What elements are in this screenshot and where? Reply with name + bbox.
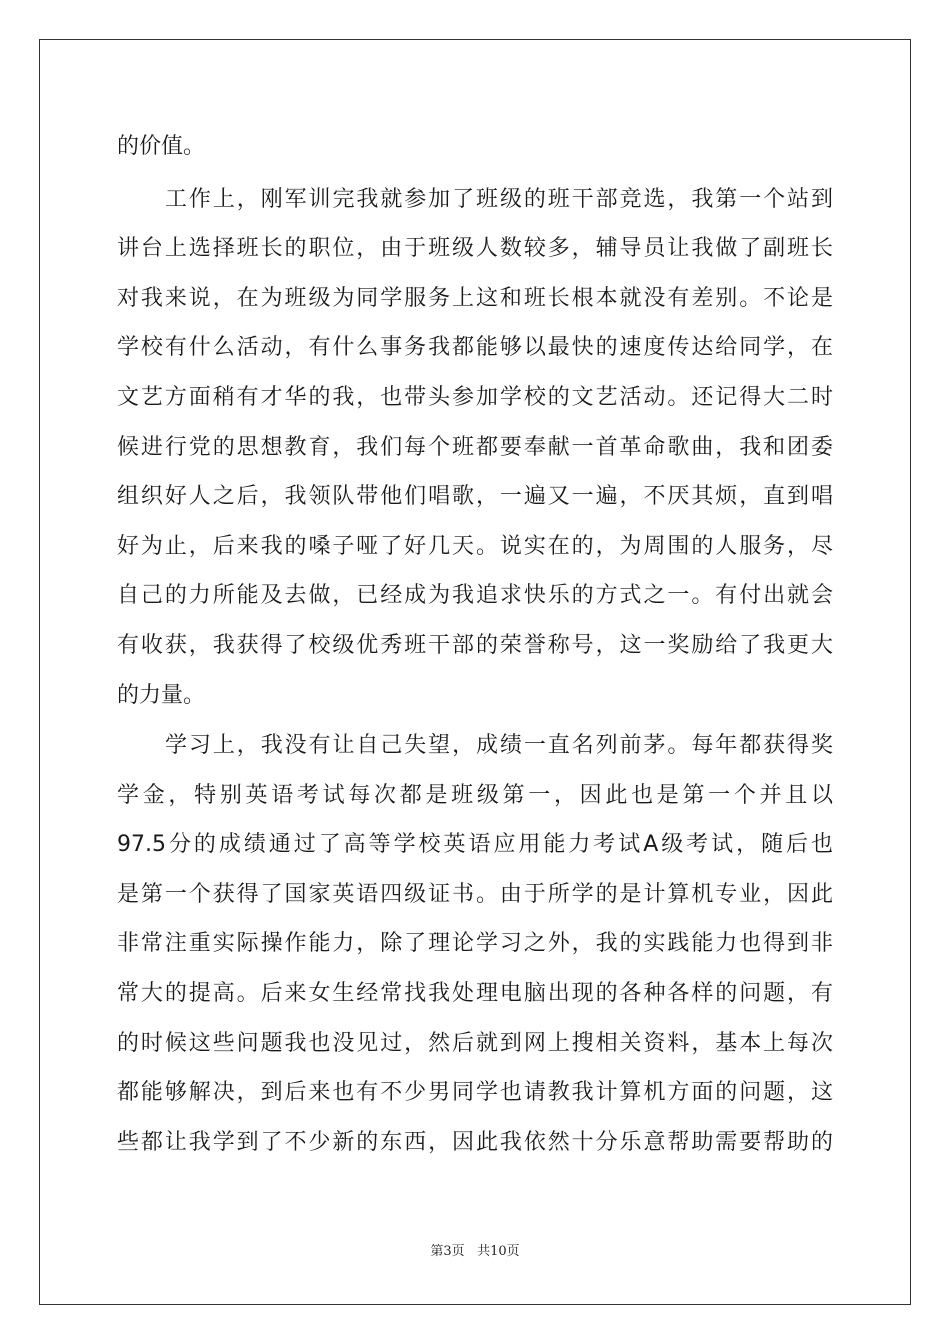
text-line: 讲台上选择班长的职位，由于班级人数较多，辅导员让我做了副班长: [117, 236, 833, 261]
text-line: 学习上，我没有让自己失望，成绩一直名列前茅。每年都获得奖: [165, 733, 833, 758]
text-line: 学校有什么活动，有什么事务我都能够以最快的速度传达给同学，在: [117, 335, 833, 360]
text-line: 组织好人之后，我领队带他们唱歌，一遍又一遍，不厌其烦，直到唱: [117, 484, 833, 509]
text-line: 工作上，刚军训完我就参加了班级的班干部竞选，我第一个站到: [165, 187, 833, 212]
text-line: 好为止，后来我的嗓子哑了好几天。说实在的，为周围的人服务，尽: [117, 534, 833, 559]
text-line: 的价值。: [117, 134, 206, 159]
text-line: 有收获，我获得了校级优秀班干部的荣誉称号，这一奖励给了我更大: [117, 633, 833, 658]
text-line: 学金，特别英语考试每次都是班级第一，因此也是第一个并且以: [117, 783, 833, 808]
text-line: 都能够解决，到后来也有不少男同学也请教我计算机方面的问题，这: [117, 1080, 833, 1105]
page-footer: [0, 1240, 950, 1259]
text-line: 些都让我学到了不少新的东西，因此我依然十分乐意帮助需要帮助的: [117, 1130, 833, 1155]
text-line: 非常注重实际操作能力，除了理论学习之外，我的实践能力也得到非: [117, 931, 833, 956]
text-line: 的力量。: [117, 683, 206, 708]
text-line: 自己的力所能及去做，已经成为我追求快乐的方式之一。有付出就会: [117, 583, 833, 608]
text-line: 的时候这些问题我也没见过，然后就到网上搜相关资料，基本上每次: [117, 1031, 833, 1056]
text-line: 是第一个获得了国家英语四级证书。由于所学的是计算机专业，因此: [117, 882, 833, 907]
text-line: 常大的提高。后来女生经常找我处理电脑出现的各种各样的问题，有: [117, 981, 833, 1006]
text-line: 97.5分的成绩通过了高等学校英语应用能力考试A级考试，随后也: [117, 832, 833, 857]
page-total: 共10页: [477, 1244, 520, 1259]
text-line: 文艺方面稍有才华的我，也带头参加学校的文艺活动。还记得大二时: [117, 385, 833, 410]
text-line: 对我来说，在为班级为同学服务上这和班长根本就没有差别。不论是: [117, 286, 833, 311]
text-line: 候进行党的思想教育，我们每个班都要奉献一首革命歌曲，我和团委: [117, 435, 833, 460]
page-number: 第3页: [430, 1244, 465, 1259]
